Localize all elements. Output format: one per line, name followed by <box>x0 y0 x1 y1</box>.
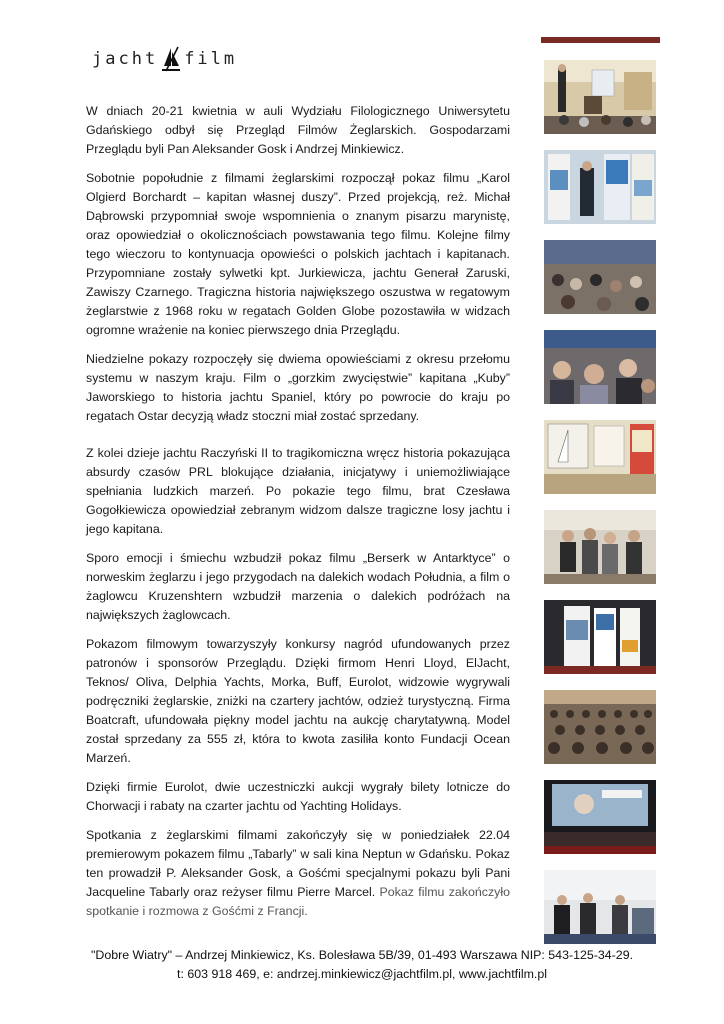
paragraph-6: Pokazom filmowym towarzyszyły konkursy nagród ufundowanych przez patronów i sponsorów Przeglądu. Dzięki firmom Henri Lloyd, ElJacht, Teknos/ Oliva, Delphia Yachts, Morka, Buff, Eurolot, widzowie wygrywali podręczniki żeglarskie, zniżki na czartery jachtów, odzież turystyczną. Firma Boatcraft, ufundowała piękny model jachtu na aukcję charytatywną. Model został sprzedany za 555 zł, która to kwota zasiliła konto Fundacji Ocean Marzeń. <box>86 637 510 765</box>
paragraph-4: Z kolei dzieje jachtu Raczyński II to tragikomiczna wręcz historia pokazująca absurdy czasów PRL blokujące działania, inicjatywy i uniemożliwiające spełniania ludzkich marzeń. Po pokazie tego filmu, brat Czesława Gogołkiewicza opowiedział zebranym widzom dalsze tragiczne losy jachtu i jego kapitana. <box>86 446 510 536</box>
footer-address: "Dobre Wiatry" – Andrzej Minkiewicz, Ks. Bolesława 5B/39, 01-493 Warszawa NIP: 543-125-34-29. <box>90 948 634 962</box>
paragraph-8-main: Spotkania z żeglarskimi filmami zakończyły się w poniedziałek 22.04 premierowym pokazem filmu „Tabarly” w sali kina Neptun w Gdańsku. Pokaz ten prowadził P. Aleksander Gosk, a Gośćmi specjalnymi pokazu byli Pani Jacqueline Tabarly oraz reżyser filmu Pierre Marcel. <box>86 828 510 899</box>
article-body <box>86 102 510 931</box>
photo-column <box>544 60 656 960</box>
photo-cinema-screen <box>544 780 656 854</box>
jachtfilm-logo <box>92 46 237 72</box>
photo-audience-hall <box>544 240 656 314</box>
logo-text-right: film <box>184 49 238 69</box>
paragraph-7: Dzięki firmie Eurolot, dwie uczestniczki aukcji wygrały bilety lotnicze do Chorwacji i rabaty na czarter jachtu od Yachting Holidays. <box>86 780 510 813</box>
paragraph-5: Sporo emocji i śmiechu wzbudził pokaz filmu „Berserk w Antarktyce” o norweskim żeglarzu i jego przygodach na dalekich wodach Południa, a film o żaglowcu Kruzenshtern wzbudził marzenia o dalekich podróżach na największych żaglowcach. <box>86 551 510 622</box>
photo-full-auditorium <box>544 690 656 764</box>
footer-contact: t: 603 918 469, e: andrzej.minkiewicz@jachtfilm.pl, www.jachtfilm.pl <box>177 967 547 981</box>
photo-exhibition-banners <box>544 150 656 224</box>
photo-guests-stage <box>544 870 656 944</box>
paragraph-8-gray: Pokaz filmu zakończyło spotkanie i rozmowa z Gośćmi z Francji. <box>86 885 510 918</box>
sailboat-slash-icon <box>160 46 182 72</box>
header-accent-bar <box>541 37 660 43</box>
logo-text-left: jacht <box>92 49 159 69</box>
paragraph-2: Sobotnie popołudnie z filmami żeglarskimi rozpoczął pokaz filmu „Karol Olgierd Borchardt – kapitan własnej duszy”. Przed projekcją, reż. Michał Dąbrowski przypomniał swoje wspomnienia o znanym pisarzu marynistę, oraz opowiedział o okolicznościach powstawania tego filmu. Kolejne filmy tego wieczoru to kontynuacja opowieści o polskich jachtach i kapitanach. Przypomniane zostały sylwetki kpt. Jurkiewicza, jachtu Generał Zaruski, Zawiszy Czarnego. Tragiczna historia największego oszustwa w regatowym żeglarstwie z 1968 roku w regatach Golden Globe pozostawiła w widzach ogromne wrażenie na koniec pierwszego dnia Przeglądu. <box>86 171 510 337</box>
paragraph-8 <box>86 826 510 921</box>
photo-audience-closeup <box>544 330 656 404</box>
photo-group-people <box>544 510 656 584</box>
photo-stage-banners <box>544 600 656 674</box>
paragraph-1: W dniach 20-21 kwietnia w auli Wydziału Filologicznego Uniwersytetu Gdańskiego odbył się Przegląd Filmów Żeglarskich. Gospodarzami Przeglądu byli Pan Aleksander Gosk i Andrzej Minkiewicz. <box>86 104 510 156</box>
photo-yacht-posters <box>544 420 656 494</box>
photo-speaker-lectern <box>544 60 656 134</box>
footer <box>0 946 724 984</box>
paragraph-3: Niedzielne pokazy rozpoczęły się dwiema opowieściami z okresu przełomu systemu w naszym kraju. Film o „gorzkim zwycięstwie” kapitana „Kuby” Jaworskiego to historia jachtu Spaniel, który po powrocie do kraju po regatach Ostar decyzją władz stoczni miał zostać sprzedany. <box>86 352 510 423</box>
